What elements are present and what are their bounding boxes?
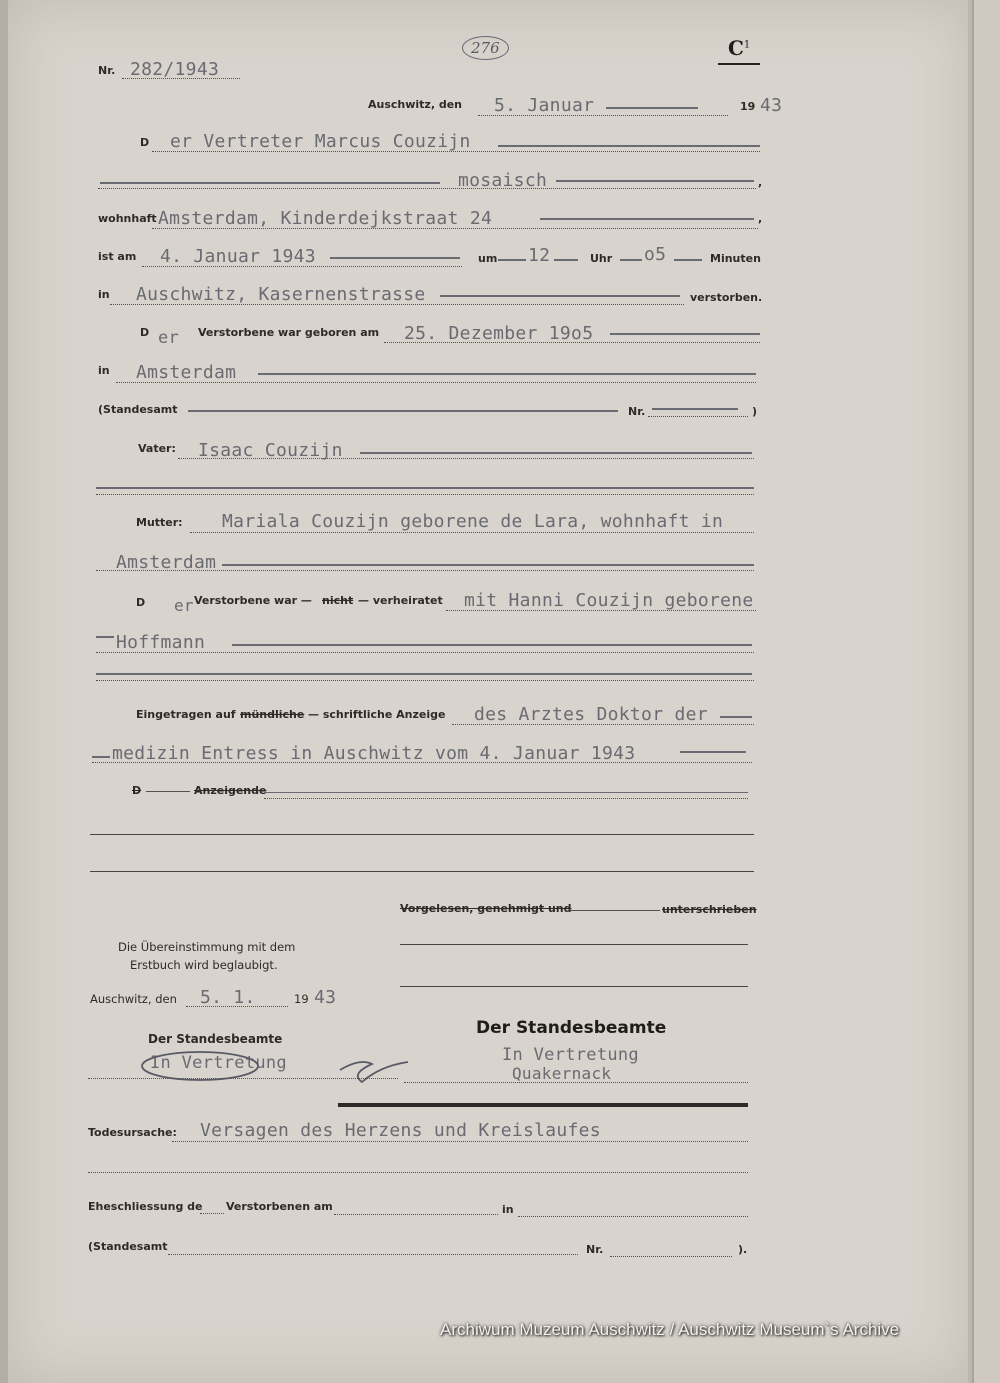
filler-dash [258,373,756,375]
standesamt-nr-line [648,416,748,417]
filler-dash [360,452,752,454]
filler-dash [540,218,754,220]
anzeigende-line [264,798,748,799]
geboren-label: Verstorbene war geboren am [198,326,380,339]
filler-dash [606,107,698,109]
ist-am-label: ist am [98,250,137,263]
death-place: Auschwitz, Kasernenstrasse [136,284,426,305]
blank-line [200,1213,224,1214]
vater-label: Vater: [138,442,176,455]
report-line-2-rule [92,762,752,763]
verheiratet-label-a: Verstorbene war — [194,594,312,607]
standesbeamte-left: Der Standesbeamte [148,1032,283,1046]
standesamt-nr-label: Nr. [628,405,646,418]
religion: mosaisch [458,170,548,191]
nr-label: Nr. [98,64,116,77]
verstorbenen-am-label: Verstorbenen am [226,1200,333,1213]
filler-dash [92,756,110,758]
anzeigende-d: D [132,784,142,797]
cert-year-suffix: 43 [314,987,337,1008]
wohnhaft-label: wohnhaft [98,212,157,225]
filler-dash [222,564,754,566]
mother-line [190,532,754,533]
declarant-line [152,151,760,152]
filler-dash [440,295,680,297]
standesbeamte-right: Der Standesbeamte [476,1018,667,1038]
spouse-line-2: Hoffmann [116,632,206,653]
comma: , [758,212,763,225]
nr-line [122,78,240,79]
signature-line-2 [400,986,748,987]
birth-place: Amsterdam [136,362,237,383]
form-code-underline [718,63,760,65]
strike-line [146,791,190,792]
d-prefix: D [140,326,150,339]
filler-dash [556,180,754,182]
filler-dash [96,487,754,489]
nr-value: 282/1943 [130,59,220,80]
death-place-line [110,304,684,305]
hour: 12 [528,245,551,266]
certification-text-1: Die Übereinstimmung mit dem [118,940,296,954]
minutes: o5 [644,244,667,265]
standesamt-nr-line-2 [610,1256,732,1257]
cert-date: 5. 1. [200,987,256,1008]
form-code: $C^1$ [728,36,751,60]
in-vertretung-left: In Vertretung [150,1053,287,1073]
er-suffix: er [174,596,194,615]
eheschliessung-label: Eheschliessung de [88,1200,203,1213]
archive-number-stamp: 276 [462,36,509,60]
filler-dash [680,751,746,753]
place-date-label: Auschwitz, den [368,98,463,111]
filler-dash [720,716,752,718]
right-signature-line [404,1082,748,1083]
residence-line [152,228,758,229]
filler-dash [652,408,738,410]
filler-dash [264,792,748,793]
year-suffix: 43 [760,95,783,116]
filler-dash [610,333,760,335]
filler-dash [674,259,702,261]
marriage-date-line [334,1214,498,1215]
er-suffix: er [158,328,180,348]
marriage-in-label: in [502,1203,514,1216]
blank-line-1 [90,834,754,835]
cert-date-line [186,1006,288,1007]
standesamt-label: (Standesamt [98,403,178,416]
death-date: 4. Januar 1943 [160,246,316,267]
anzeigende-label: Anzeigende [194,784,267,797]
filler-dash [96,636,114,638]
section-divider [338,1103,748,1107]
father-line [178,458,754,459]
cert-year-prefix: 19 [294,992,309,1006]
religion-line [98,188,756,189]
vorgelesen-struck: Vorgelesen, genehmigt und [400,902,572,915]
standesamt-nr-label-2: Nr. [586,1243,604,1256]
filler-dash [498,145,760,147]
archive-credit: Archiwum Muzeum Auschwitz / Auschwitz Museum`s Archive [440,1320,900,1339]
mother-line-1: Mariala Couzijn geborene de Lara, wohnhaft in [222,511,724,532]
eingetragen-label-b: — schriftliche Anzeige [308,708,446,721]
minuten-label: Minuten [710,252,761,265]
spouse-line-3-rule [96,680,754,681]
d-prefix: D [136,596,146,609]
marriage-place-line [518,1216,748,1217]
filler-dash [232,644,752,646]
signature-line-1 [400,944,748,945]
spouse-line [446,610,756,611]
cert-place-label: Auschwitz, den [90,992,177,1006]
year-prefix: 19 [740,100,756,113]
report-line-2: medizin Entress in Auschwitz vom 4. Januar 1943 [112,743,636,764]
comma: , [758,176,763,189]
declarant: er Vertreter Marcus Couzijn [170,131,471,152]
filler-dash [330,257,460,259]
verstorben-label: verstorben. [690,291,763,304]
standesamt-label-2: (Standesamt [88,1240,168,1253]
filler-dash [96,673,752,675]
issue-date-line [478,115,728,116]
report-line-1: des Arztes Doktor der [474,704,708,725]
nicht-struck: nicht [322,594,354,607]
left-signature-line [88,1078,398,1079]
in-vertretung-right: In Vertretung [502,1045,639,1065]
todesursache-label: Todesursache: [88,1126,177,1139]
father: Isaac Couzijn [198,440,343,461]
mother-line-2-rule [96,570,754,571]
in-label: in [98,364,110,377]
spouse-line-1: mit Hanni Couzijn geborene [464,590,754,611]
mother-line-2: Amsterdam [116,552,217,573]
signer-name: Quakernack [512,1064,612,1083]
eingetragen-label-a: Eingetragen auf [136,708,236,721]
birth-date-line [384,342,760,343]
in-label: in [98,288,110,301]
uhr-label: Uhr [590,252,613,265]
mutter-label: Mutter: [136,516,183,529]
close-paren: ) [752,405,758,418]
residence: Amsterdam, Kinderdejkstraat 24 [158,208,493,229]
birth-place-line [116,382,756,383]
cause-line [172,1141,748,1142]
report-line [452,724,754,725]
birth-date: 25. Dezember 19o5 [404,323,594,344]
signature-scribble [140,1044,420,1090]
cause-line-2 [88,1172,748,1173]
verheiratet-label-b: — verheiratet [358,594,443,607]
muendliche-struck: mündliche [240,708,305,721]
filler-dash [188,410,618,412]
strike-line [570,910,660,911]
issue-date: 5. Januar [494,95,595,116]
close-paren: ). [738,1243,748,1256]
unterschrieben-struck: unterschrieben [662,903,757,916]
filler-dash [554,259,578,261]
filler-dash [620,259,642,261]
cause-of-death: Versagen des Herzens und Kreislaufes [200,1120,601,1141]
filler-dash [100,182,440,184]
certification-text-2: Erstbuch wird beglaubigt. [130,958,278,972]
standesamt-line-2 [168,1254,578,1255]
um-label: um [478,252,498,265]
filler-dash [498,259,526,261]
death-date-line [142,266,462,267]
d-prefix: D [140,136,150,149]
spouse-line-2-rule [96,652,754,653]
blank-line-2 [90,871,754,872]
next-page-edge [972,0,1000,1383]
father-line-2 [96,494,754,495]
